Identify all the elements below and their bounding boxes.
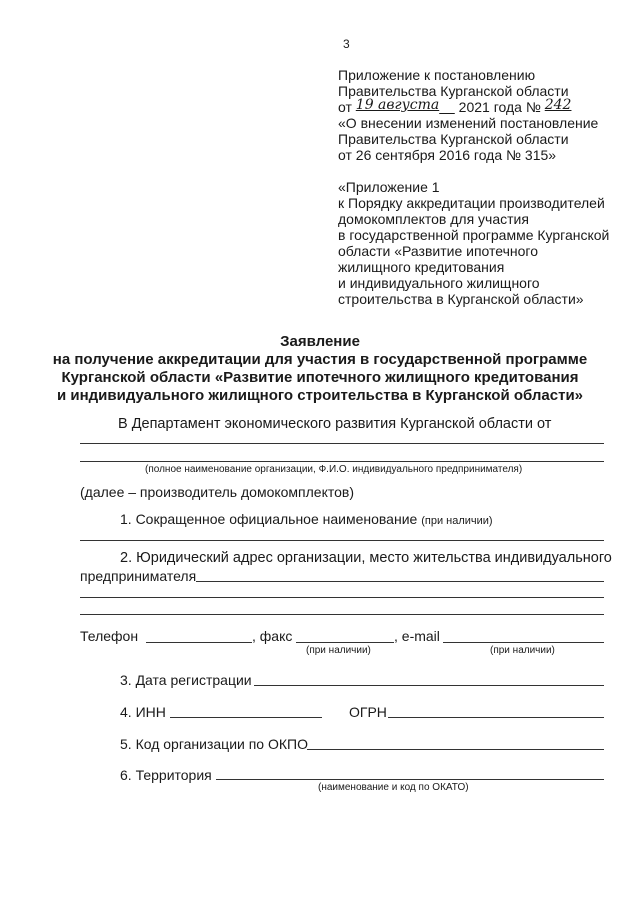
document-subtitle-line: на получение аккредитации для участия в государственной программе	[52, 351, 588, 368]
annex-line: Правительства Курганской области	[338, 83, 569, 99]
registration-date-field-line[interactable]	[254, 685, 604, 686]
annex-line: Правительства Курганской области	[338, 131, 569, 147]
address-field-line[interactable]	[196, 581, 604, 582]
document-subtitle-line: Курганской области «Развитие ипотечного жилищного кредитования	[61, 369, 579, 386]
item4-label: 4. ИНН	[120, 704, 166, 720]
item3-label: 3. Дата регистрации	[120, 672, 252, 688]
annex-line: и индивидуального жилищного	[338, 275, 540, 291]
item6-hint: (наименование и код по ОКАТО)	[318, 782, 469, 793]
full-name-field-line[interactable]	[80, 443, 604, 444]
annex-line: «Приложение 1	[338, 179, 440, 195]
okpo-field-line[interactable]	[307, 749, 604, 750]
to-department-text: В Департамент экономического развития Курганской области от	[118, 416, 552, 432]
ogrn-label: ОГРН	[349, 704, 387, 720]
annex-date-prefix: от	[338, 99, 352, 115]
item2-label-line1: 2. Юридический адрес организации, место жительства индивидуального	[120, 550, 612, 566]
fax-label: , факс	[252, 628, 293, 644]
fax-hint: (при наличии)	[306, 645, 371, 656]
date-underline	[439, 99, 455, 115]
annex-header	[338, 67, 609, 307]
annex-line: в государственной программе Курганской	[338, 227, 610, 243]
inn-field-line[interactable]	[170, 717, 322, 718]
hereinafter-text: (далее – производитель домокомплектов)	[80, 484, 355, 500]
annex-line: «О внесении изменений постановление	[338, 115, 599, 131]
short-name-field-line[interactable]	[80, 540, 604, 541]
item2-label-line2: предпринимателя	[80, 568, 197, 584]
item6-label: 6. Территория	[120, 767, 212, 783]
full-name-field-line[interactable]	[80, 461, 604, 462]
territory-field-line[interactable]	[216, 779, 604, 780]
item5-label: 5. Код организации по ОКПО	[120, 736, 308, 752]
annex-line: области «Развитие ипотечного	[338, 243, 538, 259]
email-field-line[interactable]	[443, 642, 604, 643]
annex-date-line	[338, 99, 609, 115]
page-number: 3	[343, 37, 350, 51]
item1-label	[120, 511, 493, 527]
email-label: , e-mail	[394, 628, 440, 644]
address-field-line[interactable]	[80, 614, 604, 615]
annex-line: от 26 сентября 2016 года № 315»	[338, 147, 557, 163]
handwritten-date: 19 августа	[355, 97, 440, 113]
handwritten-number: 242	[544, 97, 572, 113]
phone-label: Телефон	[80, 628, 139, 644]
document-subtitle-line: и индивидуального жилищного строительства в Курганской области»	[56, 387, 584, 404]
annex-spacer	[338, 163, 609, 179]
email-hint: (при наличии)	[490, 645, 555, 656]
annex-year: 2021 года №	[458, 99, 541, 115]
annex-line: к Порядку аккредитации производителей	[338, 195, 605, 211]
annex-line: Приложение к постановлению	[338, 67, 536, 83]
ogrn-field-line[interactable]	[388, 717, 604, 718]
document-title: Заявление	[280, 333, 360, 350]
phone-field-line[interactable]	[146, 642, 252, 643]
item1-hint: (при наличии)	[421, 515, 493, 527]
address-field-line[interactable]	[80, 597, 604, 598]
annex-line: жилищного кредитования	[338, 259, 505, 275]
annex-line: строительства в Курганской области»	[338, 291, 584, 307]
full-name-hint: (полное наименование организации, Ф.И.О. индивидуального предпринимателя)	[145, 464, 523, 475]
item1-label-text: 1. Сокращенное официальное наименование	[120, 511, 418, 527]
fax-field-line[interactable]	[296, 642, 394, 643]
annex-line: домокомплектов для участия	[338, 211, 529, 227]
